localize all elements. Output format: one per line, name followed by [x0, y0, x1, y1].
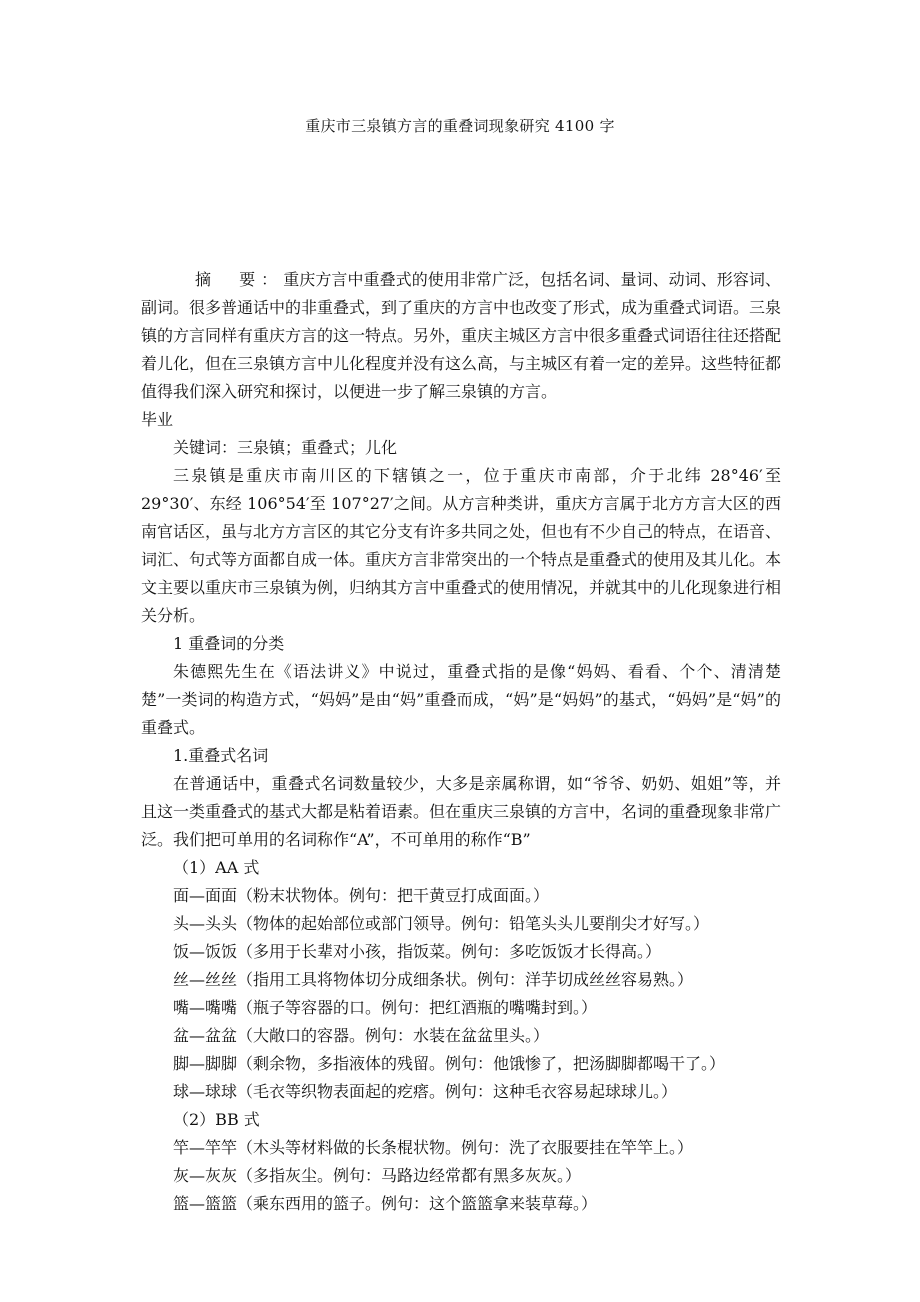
abstract-paragraph — [141, 266, 781, 406]
aa-entry: 球—球球（毛衣等织物表面起的疙瘩。例句：这种毛衣容易起球球儿。） — [173, 1082, 678, 1101]
subsection-heading: 1.重叠式名词 — [173, 746, 269, 765]
aa-entry: 脚—脚脚（剩余物，多指液体的残留。例句：他饿惨了，把汤脚脚都喝干了。） — [173, 1054, 726, 1073]
aa-entry: 面—面面（粉末状物体。例句：把干黄豆打成面面。） — [173, 886, 550, 905]
section-1-paragraph: 朱德熙先生在《语法讲义》中说过，重叠式指的是像“妈妈、看看、个个、清清楚楚”一类词的构造方式，“妈妈”是由“妈”重叠而成，“妈”是“妈妈”的基式，“妈妈”是“妈”的重叠式。 — [141, 662, 781, 737]
bb-entry: 竿—竿竿（木头等材料做的长条棍状物。例句：洗了衣服要挂在竿竿上。） — [173, 1138, 694, 1157]
bb-entry: 灰—灰灰（多指灰尘。例句：马路边经常都有黑多灰灰。） — [173, 1166, 582, 1185]
aa-entry: 丝—丝丝（指用工具将物体切分成细条状。例句：洋芋切成丝丝容易熟。） — [173, 970, 694, 989]
document-title: 重庆市三泉镇方言的重叠词现象研究 4100 字 — [305, 117, 615, 135]
bb-heading: （2）BB 式 — [173, 1110, 260, 1129]
aa-heading: （1）AA 式 — [173, 858, 260, 877]
bb-entry: 篮—篮篮（乘东西用的篮子。例句：这个篮篮拿来装草莓。） — [173, 1194, 598, 1213]
document-tag: 毕业 — [141, 410, 174, 429]
intro-paragraph: 三泉镇是重庆市南川区的下辖镇之一，位于重庆市南部，介于北纬 28°46′至 29°30′、东经 106°54′至 107°27′之间。从方言种类讲，重庆方言属于北方方言大区的西南官话区，虽与北方方言区的其它分支有许多共同之处，但也有不少自己的特点，在语音、词汇、句式等方面都自成一体。重庆方言非常突出的一个特点是重叠式的使用及其儿化。本文主要以重庆市三泉镇为例，归纳其方言中重叠式的使用情况，并就其中的儿化现象进行相关分析。 — [141, 466, 782, 625]
aa-entry: 嘴—嘴嘴（瓶子等容器的口。例句：把红酒瓶的嘴嘴封到。） — [173, 998, 598, 1017]
aa-entry: 盆—盆盆（大敞口的容器。例句：水装在盆盆里头。） — [173, 1026, 550, 1045]
section-1-heading: 1 重叠词的分类 — [173, 634, 285, 653]
abstract-text: 重庆方言中重叠式的使用非常广泛，包括名词、量词、动词、形容词、副词。很多普通话中的非重叠式，到了重庆的方言中也改变了形式，成为重叠式词语。三泉镇的方言同样有重庆方言的这一特点。另外，重庆主城区方言中很多重叠式词语往往还搭配着儿化，但在三泉镇方言中儿化程度并没有这么高，与主城区有着一定的差异。这些特征都值得我们深入研究和探讨，以便进一步了解三泉镇的方言。 — [141, 270, 782, 401]
keywords-line: 关键词：三泉镇；重叠式；儿化 — [173, 438, 398, 457]
abstract-label: 摘 要： — [195, 270, 284, 289]
aa-entry: 头—头头（物体的起始部位或部门领导。例句：铅笔头头儿要削尖才好写。） — [173, 914, 710, 933]
aa-entry: 饭—饭饭（多用于长辈对小孩，指饭菜。例句：多吃饭饭才长得高。） — [173, 942, 662, 961]
subsection-paragraph: 在普通话中，重叠式名词数量较少，大多是亲属称谓，如“爷爷、奶奶、姐姐”等，并且这一类重叠式的基式大都是粘着语素。但在重庆三泉镇的方言中，名词的重叠现象非常广泛。我们把可单用的名词称作“A”，不可单用的称作“B” — [141, 774, 782, 849]
document-body — [141, 266, 781, 1218]
